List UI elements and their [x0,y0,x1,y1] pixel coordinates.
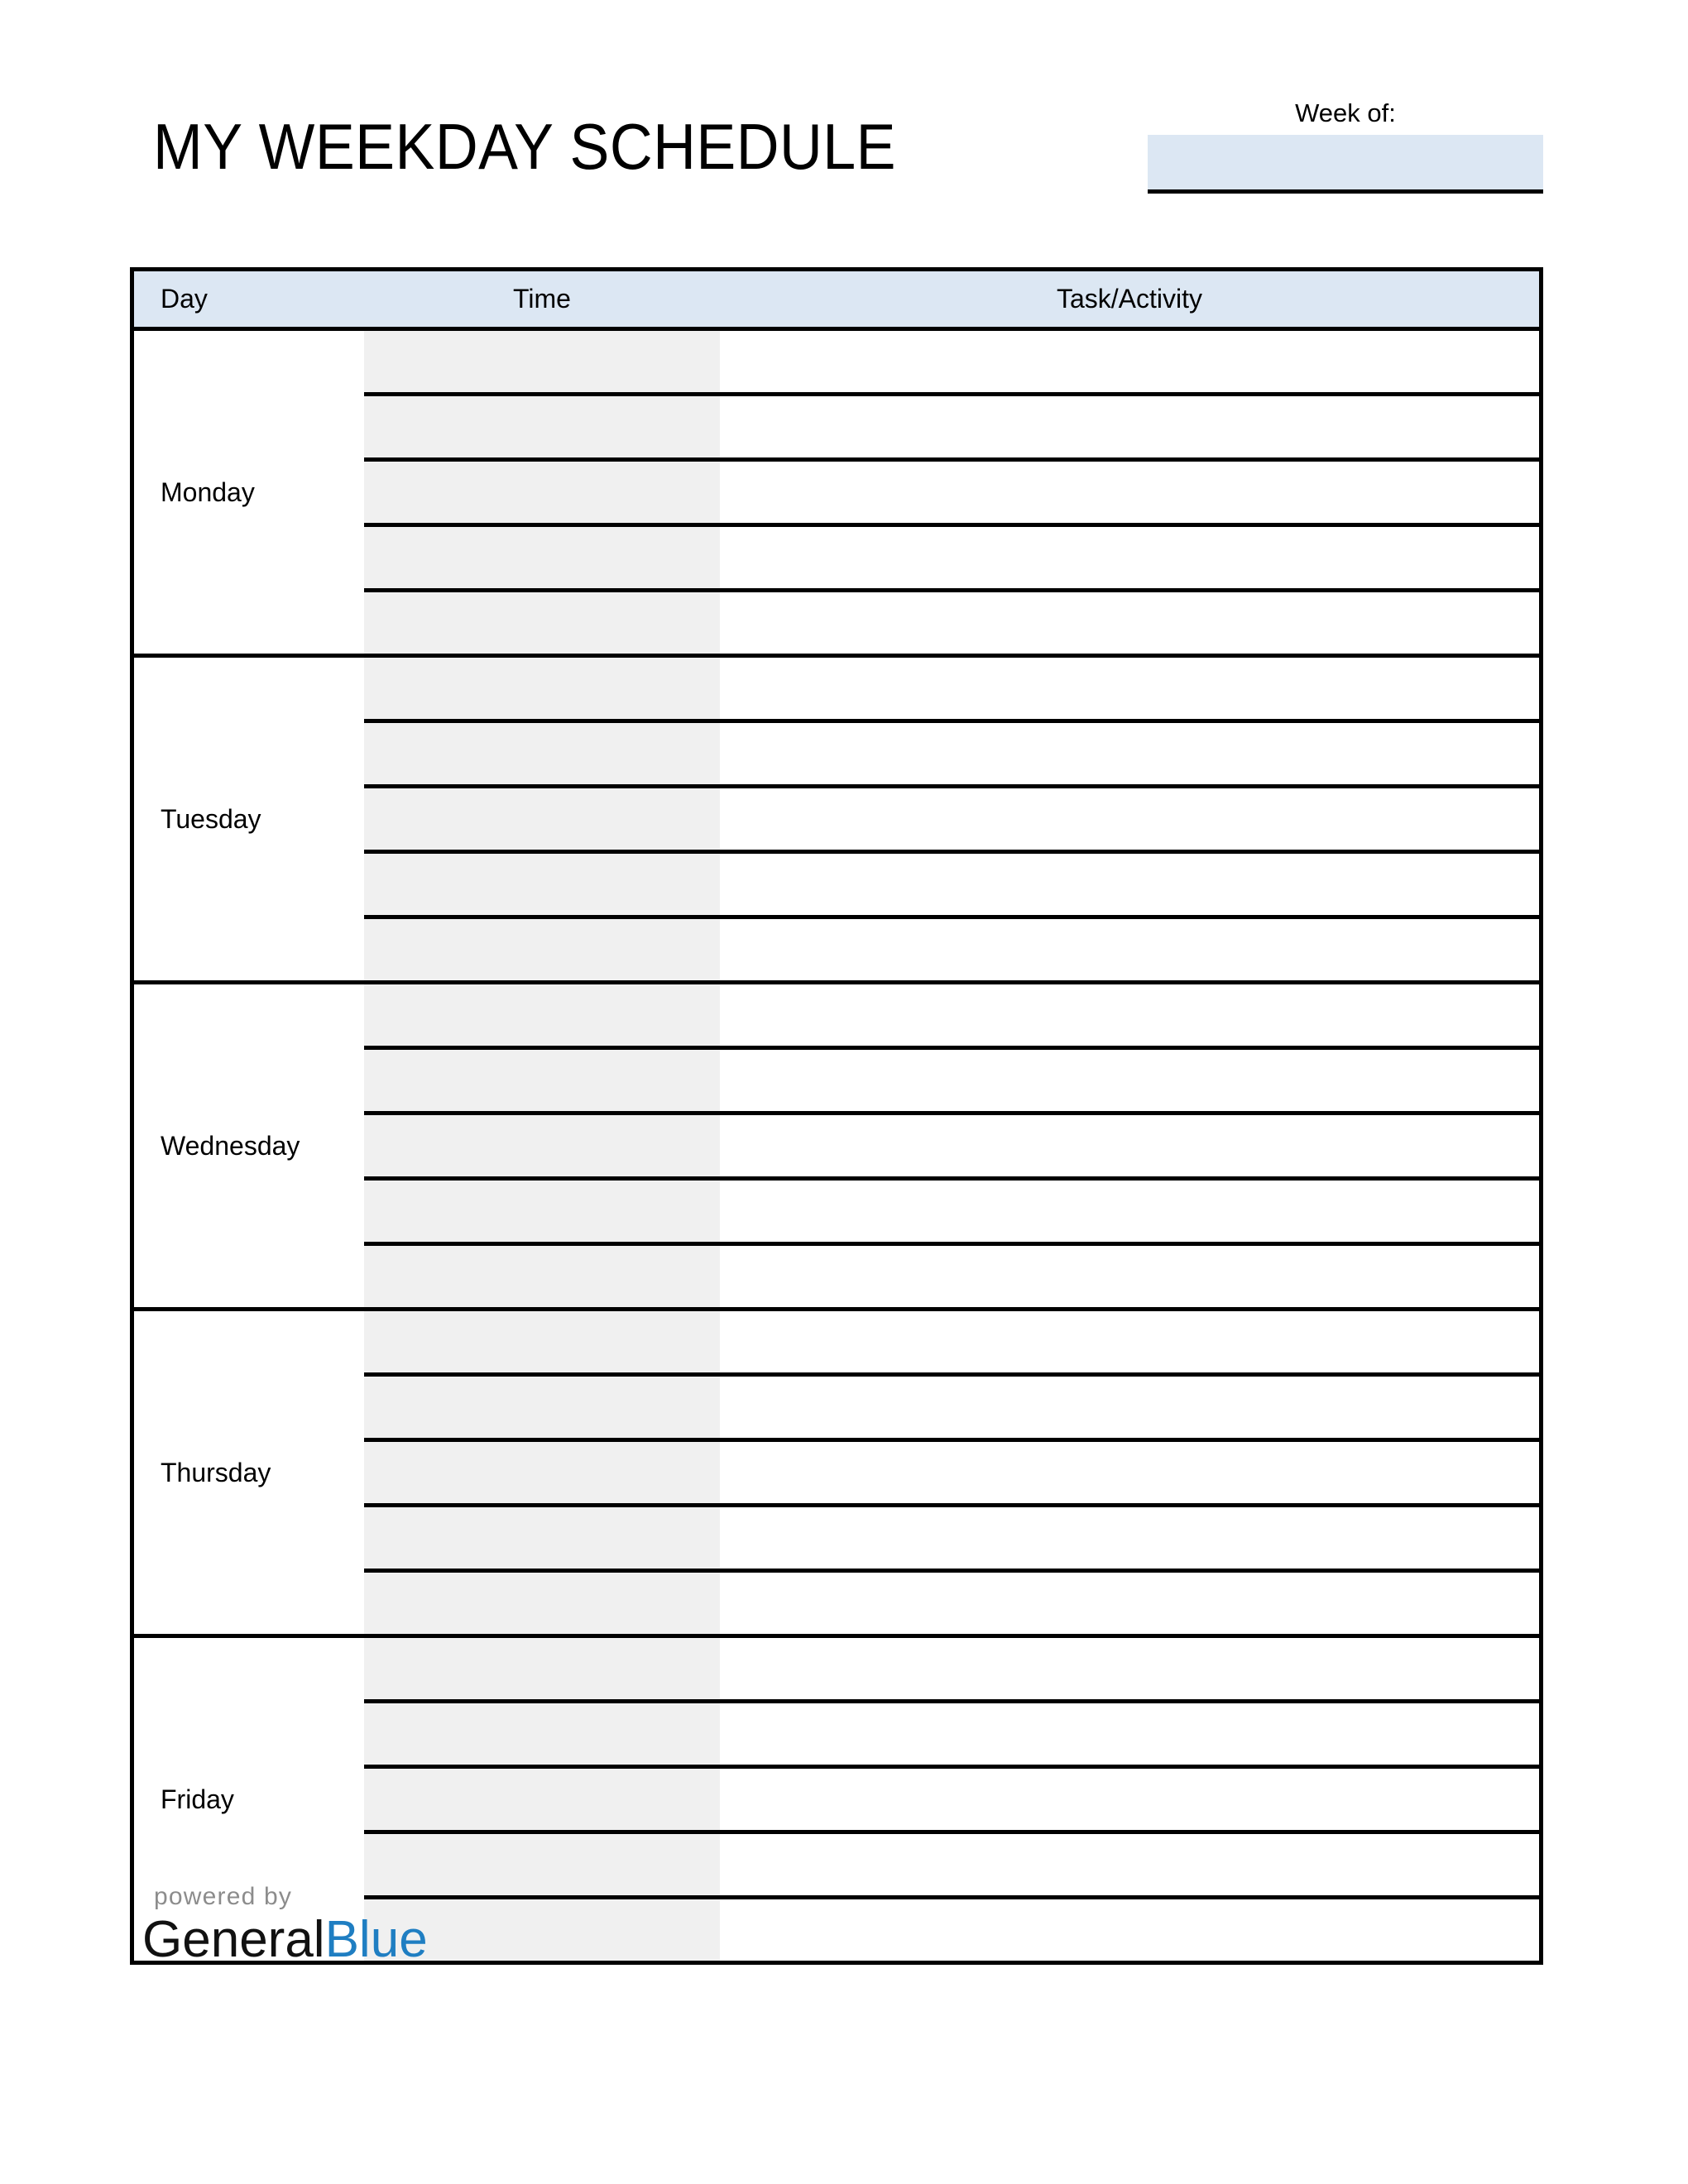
week-of-field [1148,99,1543,194]
time-input[interactable] [364,788,720,850]
entry-rows-tuesday [364,658,1539,980]
table-row [364,462,1539,527]
task-input[interactable] [720,396,1539,457]
time-input[interactable] [364,854,720,915]
brand-general-text: General [142,1911,325,1968]
day-block-wednesday [134,984,1539,1311]
table-row [364,723,1539,788]
table-row [364,984,1539,1050]
time-input[interactable] [364,723,720,784]
task-input[interactable] [720,1115,1539,1176]
table-row [364,592,1539,654]
table-row [364,788,1539,854]
task-input[interactable] [720,331,1539,392]
time-input[interactable] [364,1181,720,1242]
schedule-table [130,267,1543,1965]
task-input[interactable] [720,1377,1539,1438]
day-label-thursday: Thursday [134,1311,364,1634]
task-input[interactable] [720,723,1539,784]
day-label-tuesday: Tuesday [134,658,364,980]
task-input[interactable] [720,1181,1539,1242]
brand-blue-text: Blue [324,1911,428,1968]
table-row [364,1181,1539,1246]
column-header-day: Day [161,284,208,314]
task-input[interactable] [720,1703,1539,1765]
brand-wordmark [142,1913,573,1966]
task-input[interactable] [720,592,1539,654]
task-input[interactable] [720,854,1539,915]
page-header [130,99,1543,232]
task-input[interactable] [720,1638,1539,1699]
task-input[interactable] [720,1246,1539,1307]
task-input[interactable] [720,1899,1539,1961]
column-header-time: Time [513,284,571,314]
table-row [364,1573,1539,1634]
table-row [364,1377,1539,1442]
time-input[interactable] [364,1050,720,1111]
time-input[interactable] [364,1573,720,1634]
time-input[interactable] [364,462,720,523]
time-input[interactable] [364,1246,720,1307]
table-row [364,1311,1539,1377]
day-label-wednesday: Wednesday [134,984,364,1307]
time-input[interactable] [364,592,720,654]
time-input[interactable] [364,919,720,980]
task-input[interactable] [720,984,1539,1046]
table-row [364,1769,1539,1834]
entry-rows-monday [364,331,1539,654]
time-input[interactable] [364,1769,720,1830]
day-block-monday [134,331,1539,658]
table-row [364,854,1539,919]
task-input[interactable] [720,527,1539,588]
task-input[interactable] [720,1311,1539,1372]
day-block-thursday [134,1311,1539,1638]
time-input[interactable] [364,1703,720,1765]
task-input[interactable] [720,1442,1539,1503]
table-row [364,919,1539,980]
task-input[interactable] [720,919,1539,980]
time-input[interactable] [364,1115,720,1176]
task-input[interactable] [720,788,1539,850]
task-input[interactable] [720,658,1539,719]
time-input[interactable] [364,527,720,588]
time-input[interactable] [364,658,720,719]
column-header-task-activity: Task/Activity [1056,284,1203,314]
table-row [364,1115,1539,1181]
table-row [364,1507,1539,1573]
week-of-label: Week of: [1295,98,1396,127]
day-block-tuesday [134,658,1539,984]
table-row [364,527,1539,592]
task-input[interactable] [720,1507,1539,1569]
table-row [364,1442,1539,1507]
time-input[interactable] [364,1638,720,1699]
table-row [364,1246,1539,1307]
time-input[interactable] [364,1377,720,1438]
time-input[interactable] [364,1507,720,1569]
week-of-input[interactable] [1148,135,1543,194]
time-input[interactable] [364,331,720,392]
task-input[interactable] [720,462,1539,523]
table-row [364,658,1539,723]
task-input[interactable] [720,1573,1539,1634]
table-row [364,1638,1539,1703]
day-label-friday: Friday [134,1638,364,1961]
day-label-monday: Monday [134,331,364,654]
time-input[interactable] [364,1311,720,1372]
table-row [364,331,1539,396]
entry-rows-wednesday [364,984,1539,1307]
generalblue-logo [142,1885,573,1966]
time-input[interactable] [364,396,720,457]
task-input[interactable] [720,1769,1539,1830]
table-row [364,1050,1539,1115]
table-header-row [134,271,1539,331]
time-input[interactable] [364,1442,720,1503]
entry-rows-thursday [364,1311,1539,1634]
task-input[interactable] [720,1834,1539,1895]
page-title: MY WEEKDAY SCHEDULE [153,110,897,183]
task-input[interactable] [720,1050,1539,1111]
time-input[interactable] [364,984,720,1046]
powered-by-label: powered by [154,1883,293,1910]
table-row [364,396,1539,462]
table-row [364,1703,1539,1769]
